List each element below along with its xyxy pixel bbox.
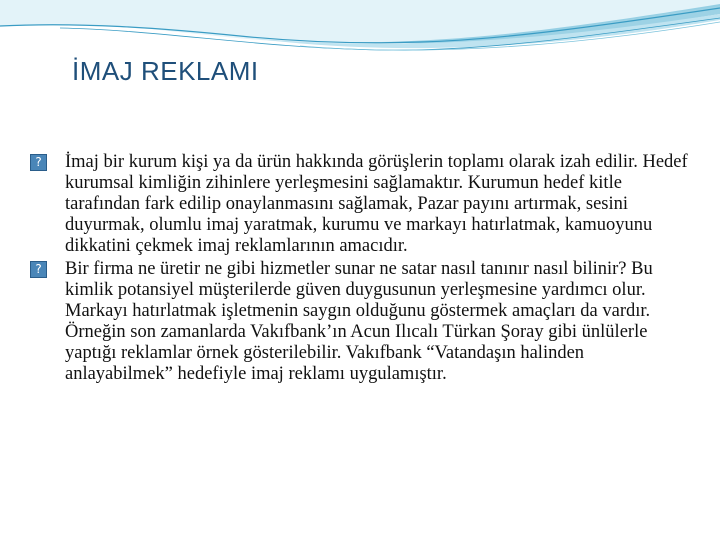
unknown-glyph-box-icon: ? (30, 154, 47, 171)
bullet-paragraph-2 (30, 259, 690, 385)
slide-body (30, 152, 690, 387)
paragraph-text: Bir firma ne üretir ne gibi hizmetler sunar ne satar nasıl tanınır nasıl bilinir? Bu kimlik potansiyel müşterilerde güven duygusunun yerleşmesine yardımcı olur. Markayı hatırlatmak işletmenin saygın olduğunu göstermek amaçları da vardır. Örneğin son zamanlarda Vakıfbank’ın Acun Ilıcalı Türkan Şoray gibi ünlülerle yaptığı reklamlar örnek gösterilebilir. Vakıfbank “Vatandaşın halinden anlayabilmek” hedefiyle imaj reklamı uygulamıştır. (65, 259, 653, 384)
paragraph-text: İmaj bir kurum kişi ya da ürün hakkında görüşlerin toplamı olarak izah edilir. Hedef kurumsal kimliğin zihinlere yerleşmesini sağlamaktır. Kurumun hedef kitle tarafından fark edilip onaylanmasını sağlamak, Pazar payını artırmak, sesini duyurmak, olumlu imaj yaratmak, kurumu ve markayı hatırlatmak, kamuoyunu dikkatini çekmek imaj reklamlarının amacıdır. (65, 152, 688, 256)
bullet-paragraph-1 (30, 152, 690, 257)
slide-title: İMAJ REKLAMI (72, 56, 259, 86)
unknown-glyph-box-icon: ? (30, 261, 47, 278)
